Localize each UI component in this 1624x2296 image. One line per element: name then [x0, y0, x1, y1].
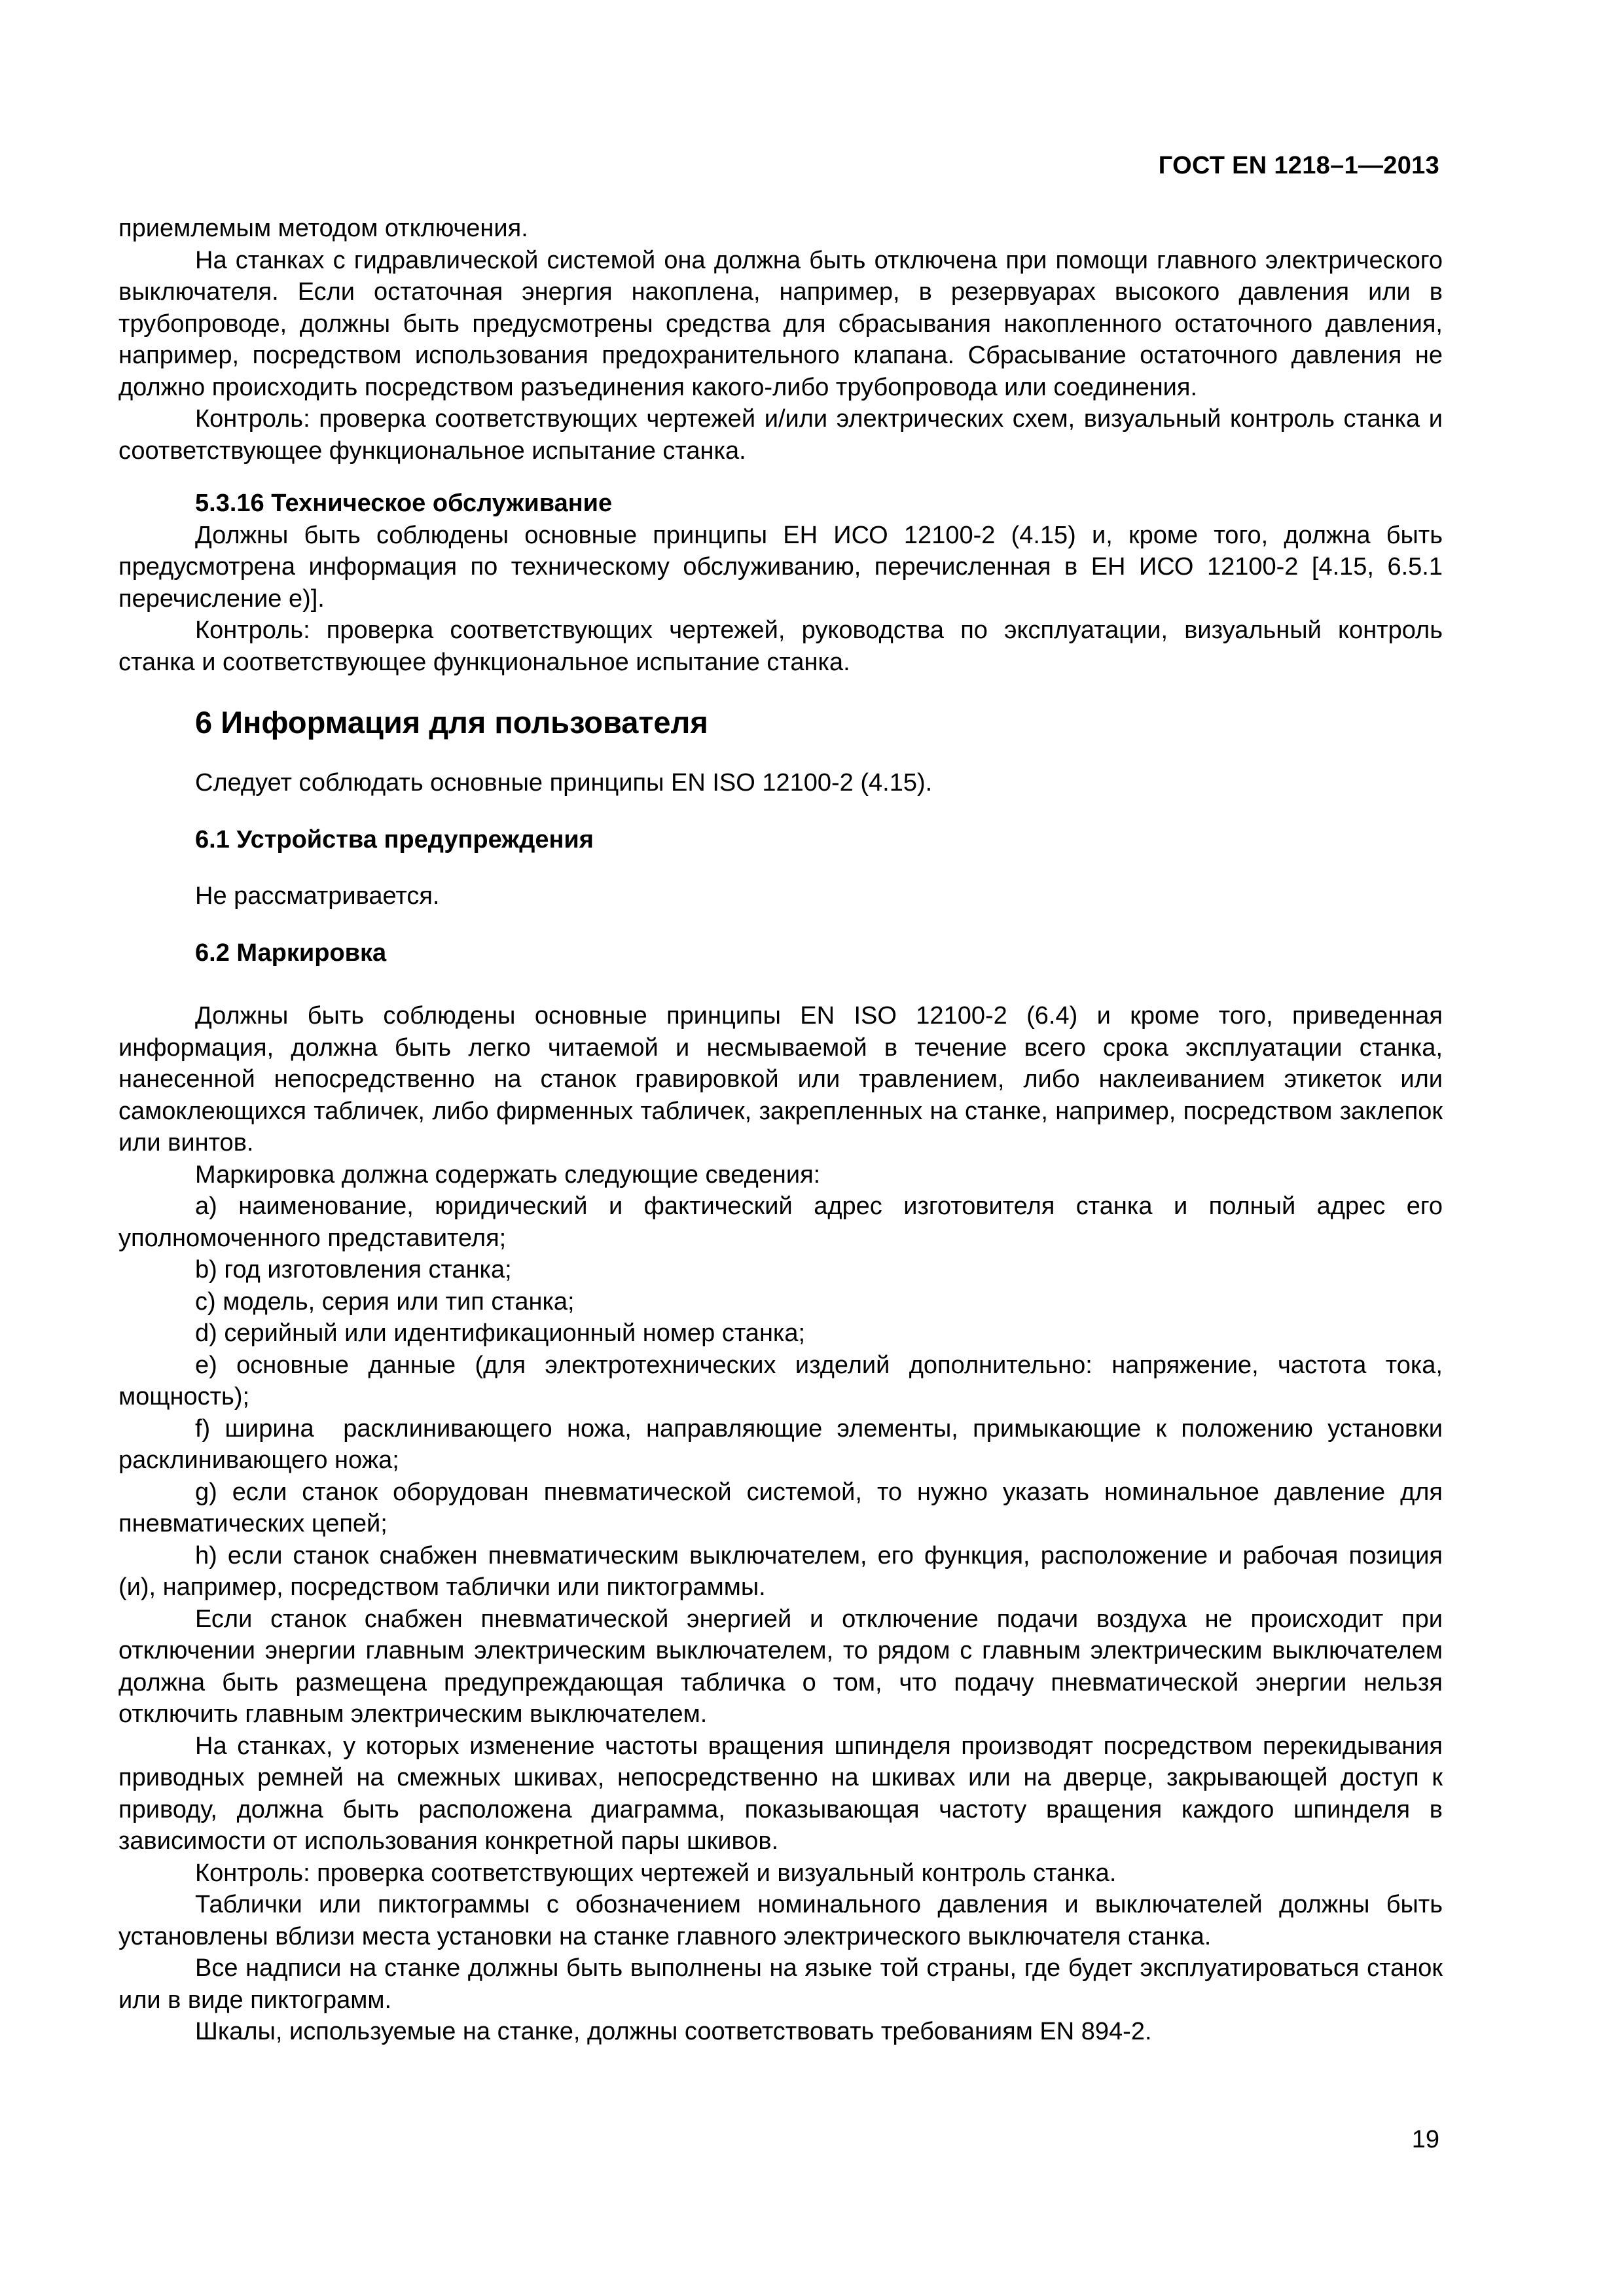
- standard-header: ГОСТ EN 1218–1—2013: [1158, 152, 1439, 179]
- paragraph-scales: Шкалы, используемые на станке, должны соответствовать требованиям EN 894-2.: [195, 2018, 1152, 2045]
- list-item: d) серийный или идентификационный номер станка;: [195, 1319, 806, 1347]
- paragraph-section-6: Следует соблюдать основные принципы EN ISO 12100-2 (4.15).: [195, 769, 933, 797]
- paragraph-continued: приемлемым методом отключения.: [118, 215, 528, 242]
- paragraph-spindle: На станках, у которых изменение частоты вращения шпинделя производят посредством перекидывания приводных ремней на смежных шкивах, непосредственно на шкивах или на дверце, закрывающей доступ к приводу, должна быть расположена диаграмма, показывающая частоту вращения каждого шпинделя в зависимости от использования конкретной пары шкивов.: [118, 1732, 1443, 1855]
- heading-section-6: 6 Информация для пользователя: [195, 705, 708, 740]
- heading-6-2: 6.2 Маркировка: [195, 939, 387, 967]
- paragraph-control-1: Контроль: проверка соответствующих чертежей и/или электрических схем, визуальный контроль станка и соответствующее функциональное испытание станка.: [118, 405, 1443, 465]
- heading-5-3-16: 5.3.16 Техническое обслуживание: [195, 490, 613, 517]
- list-item: g) если станок оборудован пневматической системой, то нужно указать номинальное давление для пневматических цепей;: [118, 1478, 1443, 1537]
- list-item: a) наименование, юридический и фактический адрес изготовителя станка и полный адрес его уполномоченного представителя;: [118, 1193, 1443, 1252]
- list-item: b) год изготовления станка;: [195, 1256, 512, 1283]
- paragraph-6-2: Должны быть соблюдены основные принципы EN ISO 12100-2 (6.4) и кроме того, приведенная информация, должна быть легко читаемой и несмываемой в течение всего срока эксплуатации станка, нанесенной непосредственно на станок гравировкой или травлением, либо наклеиванием этикеток или самоклеющихся табличек, либо фирменных табличек, закрепленных на станке, например, посредством заклепок или винтов.: [118, 1002, 1443, 1157]
- paragraph-plates: Таблички или пиктограммы с обозначением номинального давления и выключателей должны быть установлены вблизи места установки на станке главного электрического выключателя станка.: [118, 1891, 1443, 1950]
- paragraph-marking-intro: Маркировка должна содержать следующие сведения:: [195, 1160, 821, 1189]
- document-body: [118, 213, 1450, 2048]
- paragraph-pneumatic: Если станок снабжен пневматической энергией и отключение подачи воздуха не происходит при отключении энергии главным электрическим выключателем, то рядом с главным электрическим выключателем должна быть размещена предупреждающая табличка о том, что подачу пневматической энергии нельзя отключить главным электрическим выключателем.: [118, 1605, 1443, 1728]
- list-item: f) ширина расклинивающего ножа, направляющие элементы, примыкающие к положению установки расклинивающего ножа;: [118, 1414, 1450, 1474]
- paragraph-control-2: Контроль: проверка соответствующих чертежей, руководства по эксплуатации, визуальный контроль станка и соответствующее функциональное испытание станка.: [118, 617, 1443, 676]
- list-item: h) если станок снабжен пневматическим выключателем, его функция, расположение и рабочая позиция (и), например, посредством таблички или пиктограммы.: [118, 1541, 1443, 1601]
- paragraph-hydraulic: На станках с гидравлической системой она должна быть отключена при помощи главного электрического выключателя. Если остаточная энергия накоплена, например, в резервуарах высокого давления или в трубопроводе, должны быть предусмотрены средства для сбрасывания накопленного остаточного давления, например, посредством использования предохранительного клапана. Сбрасывание остаточного давления не должно происходить посредством разъединения какого-либо трубопровода или соединения.: [118, 246, 1443, 401]
- list-item: e) основные данные (для электротехнических изделий дополнительно: напряжение, частота тока, мощность);: [118, 1351, 1443, 1410]
- paragraph-control-3: Контроль: проверка соответствующих чертежей и визуальный контроль станка.: [195, 1859, 1117, 1887]
- heading-6-1: 6.1 Устройства предупреждения: [195, 825, 594, 853]
- paragraph-language: Все надписи на станке должны быть выполнены на языке той страны, где будет эксплуатироваться станок или в виде пиктограмм.: [118, 1954, 1443, 2014]
- paragraph-5-3-16: Должны быть соблюдены основные принципы ЕН ИСО 12100-2 (4.15) и, кроме того, должна быть предусмотрена информация по техническому обслуживанию, перечисленная в ЕН ИСО 12100-2 [4.15, 6.5.1 перечисление е)].: [118, 521, 1443, 613]
- paragraph-6-1: Не рассматривается.: [195, 882, 440, 910]
- list-item: c) модель, серия или тип станка;: [195, 1287, 575, 1316]
- page-number: 19: [1411, 2126, 1439, 2153]
